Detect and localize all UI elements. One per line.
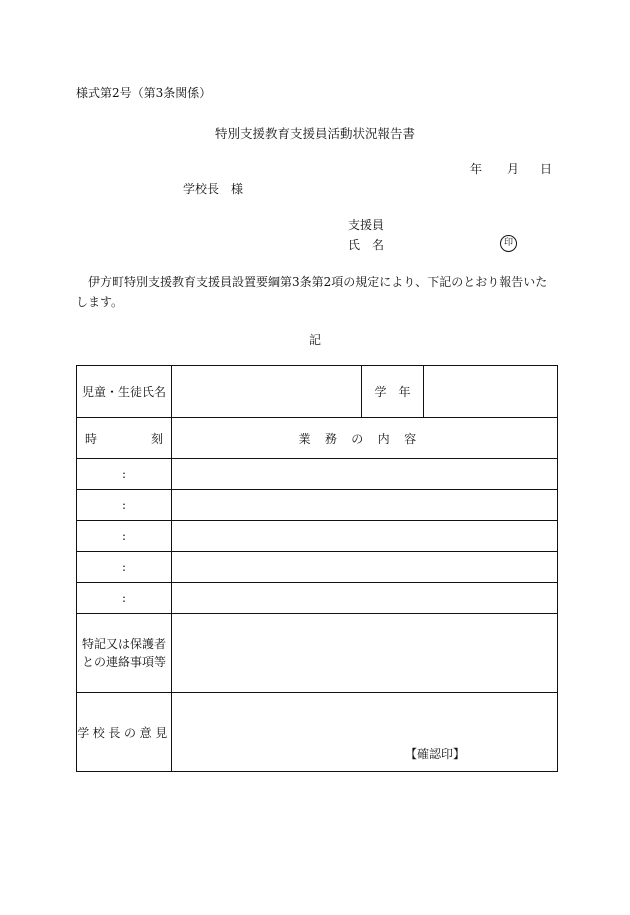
time-field[interactable]: :	[77, 583, 172, 614]
content-label: 業務の内容	[172, 418, 558, 459]
time-label-right: 刻	[150, 431, 163, 446]
special-notes-label-line1: 特記又は保護者	[81, 637, 166, 651]
time-label	[77, 418, 172, 459]
student-row	[77, 366, 558, 418]
time-row	[77, 552, 558, 583]
document-title: 特別支援教育支援員活動状況報告書	[214, 126, 415, 141]
student-name-label: 児童・生徒氏名	[77, 366, 172, 418]
date-month: 月	[507, 162, 520, 176]
name-label: 氏 名	[348, 238, 385, 252]
body-text: 伊方町特別支援教育支援員設置要綱第3条第2項の規定により、下記のとおり報告いたします。	[76, 275, 548, 309]
ki-heading: 記	[308, 333, 321, 347]
time-field[interactable]: :	[77, 521, 172, 552]
seal-mark: 印	[500, 235, 517, 252]
time-row	[77, 583, 558, 614]
form-number: 様式第2号（第3条関係）	[76, 86, 212, 100]
report-table	[76, 365, 558, 772]
time-field[interactable]: :	[77, 490, 172, 521]
content-field[interactable]	[172, 583, 558, 614]
grade-label: 学 年	[362, 366, 424, 418]
date-day: 日	[540, 162, 553, 176]
time-row	[77, 490, 558, 521]
principal-opinion-label: 学校長の意見	[77, 693, 172, 772]
special-notes-field[interactable]	[172, 614, 558, 693]
grade-field[interactable]	[424, 366, 558, 418]
date-year: 年	[470, 162, 483, 176]
supporter-label: 支援員	[348, 218, 385, 232]
content-field[interactable]	[172, 459, 558, 490]
time-row	[77, 521, 558, 552]
content-field[interactable]	[172, 552, 558, 583]
confirmation-seal-label: 【確認印】	[404, 747, 465, 761]
time-row	[77, 459, 558, 490]
content-field[interactable]	[172, 521, 558, 552]
time-field[interactable]: :	[77, 459, 172, 490]
content-field[interactable]	[172, 490, 558, 521]
special-notes-label	[77, 614, 172, 693]
student-name-field[interactable]	[172, 366, 362, 418]
principal-opinion-field[interactable]	[172, 693, 558, 772]
special-notes-label-line2: との連絡事項等	[81, 655, 166, 669]
time-field[interactable]: :	[77, 552, 172, 583]
time-label-left: 時	[85, 431, 98, 446]
column-header-row	[77, 418, 558, 459]
addressee: 学校長 様	[183, 182, 244, 196]
principal-opinion-row	[77, 693, 558, 772]
special-notes-row	[77, 614, 558, 693]
